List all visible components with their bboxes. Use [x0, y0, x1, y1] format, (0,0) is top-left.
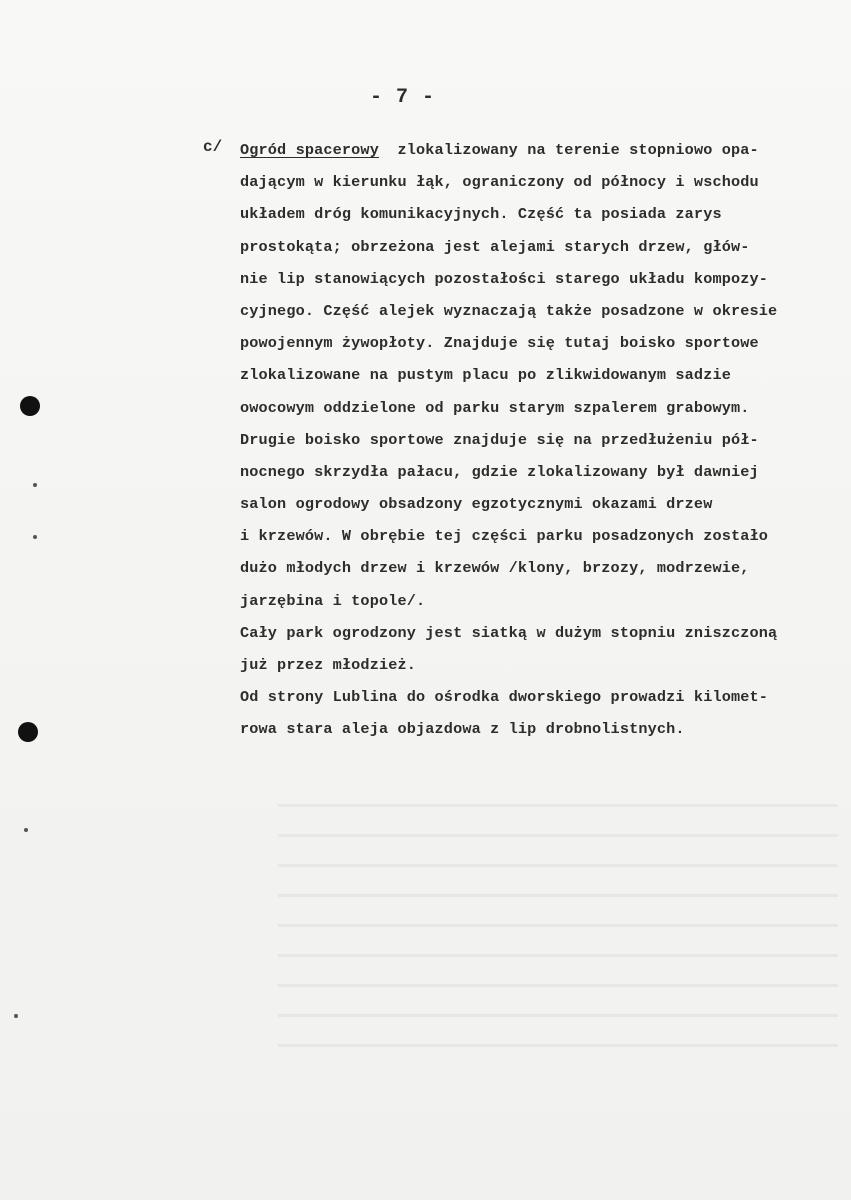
punch-hole: [18, 722, 38, 742]
text-line: cyjnego. Część alejek wyznaczają także posadzone w okresie: [240, 301, 778, 320]
page-number: - 7 -: [370, 86, 436, 109]
text-line: układem dróg komunikacyjnych. Część ta posiada zarys: [240, 205, 722, 224]
text-line: powojennym żywopłoty. Znajduje się tutaj boisko sportowe: [240, 334, 759, 353]
text-line: Drugie boisko sportowe znajduje się na przedłużeniu pół-: [240, 430, 759, 449]
text-line: nie lip stanowiących pozostałości starego układu kompozy-: [240, 269, 769, 288]
dust-speck: [14, 1014, 18, 1018]
text-line-1: [240, 134, 850, 166]
dust-speck: [33, 483, 37, 487]
text-line: dużo młodych drzew i krzewów /klony, brzozy, modrzewie,: [240, 559, 750, 578]
text-line: Cały park ogrodzony jest siatką w dużym stopniu zniszczoną: [240, 623, 778, 642]
dust-speck: [24, 828, 28, 832]
text-line: owocowym oddzielone od parku starym szpalerem grabowym.: [240, 398, 750, 417]
section-marker: c/: [203, 138, 223, 156]
reverse-side-bleed-through: [278, 790, 838, 1060]
text-line: już przez młodzież.: [240, 656, 417, 674]
section-heading: Ogród spacerowy: [240, 141, 379, 159]
text-line: salon ogrodowy obsadzony egzotycznymi okazami drzew: [240, 495, 713, 514]
text-line: prostokąta; obrzeżona jest alejami starych drzew, głów-: [240, 237, 750, 256]
text-line: rowa stara aleja objazdowa z lip drobnolistnych.: [240, 720, 685, 739]
text-line: i krzewów. W obrębie tej części parku posadzonych zostało: [240, 527, 769, 546]
text-line: dającym w kierunku łąk, ograniczony od północy i wschodu: [240, 173, 759, 192]
section-body: [240, 134, 850, 746]
text-line: jarzębina i topole/.: [240, 591, 426, 610]
text-line: nocnego skrzydła pałacu, gdzie zlokalizowany był dawniej: [240, 462, 759, 481]
dust-speck: [33, 535, 37, 539]
text-line: Od strony Lublina do ośrodka dworskiego prowadzi kilomet-: [240, 688, 769, 707]
punch-hole: [20, 396, 40, 416]
text-line-1-rest: zlokalizowany na terenie stopniowo opa-: [397, 141, 759, 159]
text-line: zlokalizowane na pustym placu po zlikwidowanym sadzie: [240, 366, 731, 385]
